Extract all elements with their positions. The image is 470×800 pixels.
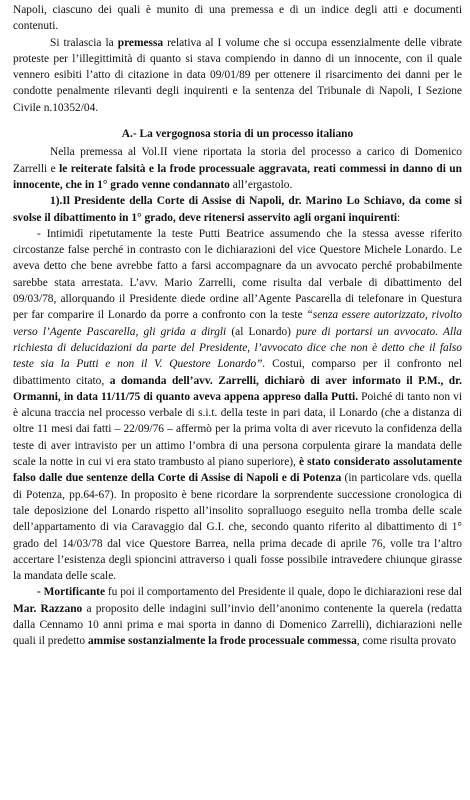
text-run: Poiché di tanto non vi è alcuna traccia nel processo verbale di s.i.t. della teste in pari data, il Lonardo (che a distanza di oltre 11 mesi dai fatti – 22/09/76 – affermò per la prima volta di aver ricevuto la confidenza della teste di aver intravisto per un attimo l’ombra di una persona corpulenta girare la mandata delle scale la notte in cui vi era stato trambusto al piano superiore),	[13, 390, 462, 469]
text-run: - Intimidì ripetutamente la teste Putti Beatrice assumendo che la stessa avesse riferito circostanze false perché in contrasto con le dichiarazioni del vice Questore Michele Lonardo. Le aveva detto che bene avrebbe fatto a farsi accompagnare da un avvocato perché probabilmente sarebbe stata arrestata. L’avv. Mario Zarrelli, come risulta dal verbale di dibattimento del 09/03/78, allorquando il Presidente diede ordine all’Agente Pascarella di telefonare in Questura per far comparire il Lonardo da porre a confronto con la teste	[13, 227, 462, 322]
text-run: all’ergastolo.	[229, 178, 293, 191]
bold-run: a domanda dell’avv. Zarrelli, dichiarò di aver informato il P.M., dr. Ormanni, in data 11/11/75 di quanto aveva appena appreso dalla Putti.	[13, 374, 463, 403]
paragraph-mortificante	[13, 584, 462, 649]
text-run: fu poi il comportamento del Presidente il quale, dopo le dichiarazioni rese dal	[105, 586, 462, 599]
text-run: (al Lonardo)	[226, 325, 297, 338]
text-run: (in particolare vds. quella di Potenza, pp.64-67). In proposito è bene ricordare la sorprendente successione cronologica di tale deposizione del Lonardo rispetto all’insolito sopralluogo eseguito nella tromba delle scale dell’appartamento di via Caravaggio dal G.I. che, secondo quanto riferito al dibattimento di 1° grado del 14/03/78 dal vice Questore Barrea, nella prima decade di aprile 76, volle tra l’altro accertare l’esistenza degli spioncini attraverso i quali fosse possibile intravedere chiunque girasse la mandata delle scale.	[13, 472, 462, 583]
italic-run: pure di portarsi un avvocato. Alla richiesta di delucidazioni da parte del Presidente, l’avvocato dice che non è detto che il falso teste sia la Putti e non il V. Questore Lonardo”.	[13, 325, 462, 371]
bold-run: Mar. Razzano	[13, 602, 83, 615]
section-heading: A.- La vergognosa storia di un processo italiano	[121, 128, 354, 141]
paragraph-storia	[13, 144, 462, 193]
text-run: relativa al I volume che si occupa essenzialmente delle vibrate proteste per l’illegittimità di quanto si stava compiendo in danno di un innocente, con il quale vennero esibiti l’atto di citazione in data 09/01/89 per ottenere il risarcimento dei danni per le condotte penalmente rilevanti degli inquirenti e la sentenza del Tribunale di Napoli, I Sezione Civile n.10352/04.	[13, 36, 462, 114]
bold-run: - Mortificante	[37, 586, 106, 599]
text-run: a proposito delle indagini sull’invio dell’anonimo contenente la querela (redatta dalla Cennamo 10 anni prima e mai sporta in danno di Domenico Zarrelli), dichiarazioni nelle quali il predetto	[13, 602, 462, 648]
paragraph-premessa	[13, 35, 462, 116]
bold-run: ammise sostanzialmente la frode processuale commessa	[87, 635, 357, 648]
bold-run: 1).Il Presidente della Corte di Assise di Napoli, dr. Marino Lo Schiavo, da come si svolse il dibattimento in 1° grado, deve ritenersi asservito agli organi inquirenti	[13, 195, 462, 224]
text-run: Nella premessa al Vol.II viene riportata la storia del processo a carico di Domenico Zarrelli e	[13, 146, 462, 175]
bold-run: è stato considerato assolutamente falso dalle due sentenze della Corte di Assise di Napoli e di Potenza	[13, 456, 463, 485]
bold-run: premessa	[117, 36, 164, 49]
italic-run: “senza essere autorizzato, rivolto verso l’Agente Pascarella, gli grida a dirgli	[13, 309, 462, 338]
paragraph-point-1	[13, 193, 462, 226]
paragraph-intimidazioni	[13, 226, 462, 585]
text-run: , come risulta provato	[356, 635, 457, 648]
text-run: Si tralascia la	[50, 36, 118, 49]
bold-run: le reiterate falsità e la frode processuale aggravata, reati commessi in danno di un innocente, che in 1° grado venne condannato	[13, 162, 462, 191]
text-run: :	[397, 211, 401, 224]
text-run: Costui, comparso per il confronto nel dibattimento citato,	[13, 358, 462, 387]
paragraph-intro-continuation: Napoli, ciascuno dei quali è munito di una premessa e di un indice degli atti e documenti contenuti.	[13, 4, 462, 33]
